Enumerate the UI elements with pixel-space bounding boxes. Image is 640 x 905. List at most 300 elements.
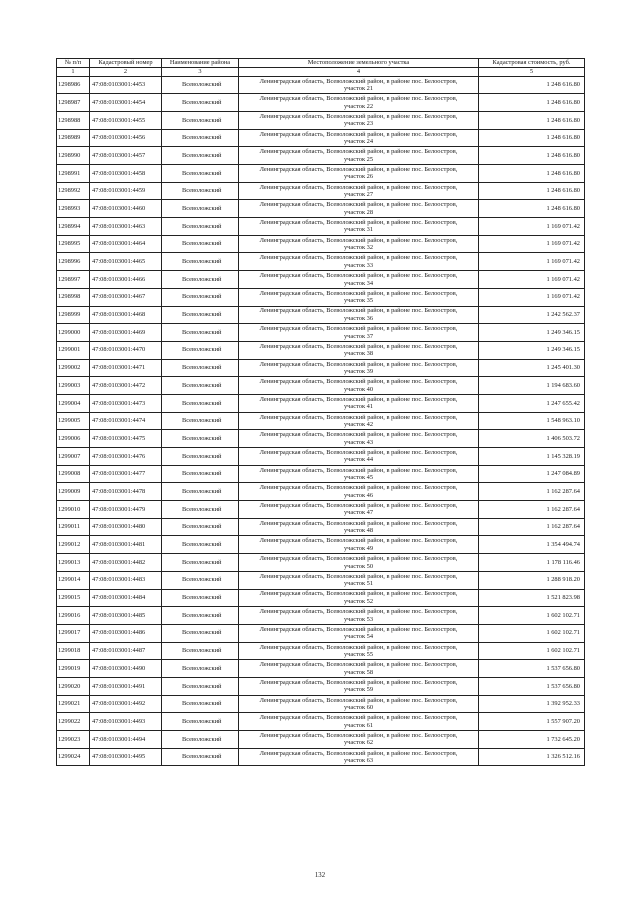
- location-cell: [239, 147, 479, 165]
- table-row: [57, 483, 585, 501]
- location-cell: [239, 324, 479, 342]
- location-text: Ленинградская область, Всеволожский район, в районе пос. Белоостров,: [259, 360, 458, 368]
- district-name: Всеволожский: [162, 624, 239, 642]
- row-number: 1299006: [57, 430, 90, 448]
- cadastral-value: 1 247 084.89: [479, 465, 585, 483]
- location-text: Ленинградская область, Всеволожский район, в районе пос. Белоостров,: [259, 307, 458, 315]
- location-text: Ленинградская область, Всеволожский район, в районе пос. Белоостров,: [259, 413, 458, 421]
- table-row: [57, 677, 585, 695]
- plot-number: участок 55: [343, 650, 374, 658]
- plot-number: участок 39: [343, 367, 374, 375]
- row-number: 1299022: [57, 713, 90, 731]
- table-row: [57, 536, 585, 554]
- cadastral-number: 47:08:0103001:4459: [90, 182, 162, 200]
- district-name: Всеволожский: [162, 518, 239, 536]
- cadastral-value: 1 169 071.42: [479, 235, 585, 253]
- location-cell: [239, 448, 479, 466]
- row-number: 1299020: [57, 677, 90, 695]
- location-text: Ленинградская область, Всеволожский район, в районе пос. Белоостров,: [259, 272, 458, 280]
- location-cell: [239, 465, 479, 483]
- cadastral-value: 1 557 907.20: [479, 713, 585, 731]
- row-number: 1299007: [57, 448, 90, 466]
- cadastral-number: 47:08:0103001:4485: [90, 607, 162, 625]
- cadastral-number: 47:08:0103001:4492: [90, 695, 162, 713]
- cadastral-number: 47:08:0103001:4471: [90, 359, 162, 377]
- plot-number: участок 21: [343, 84, 374, 92]
- plot-number: участок 40: [343, 385, 374, 393]
- location-cell: [239, 76, 479, 94]
- district-name: Всеволожский: [162, 748, 239, 766]
- cadastral-number: 47:08:0103001:4493: [90, 713, 162, 731]
- district-name: Всеволожский: [162, 218, 239, 236]
- row-number: 1299009: [57, 483, 90, 501]
- district-name: Всеволожский: [162, 642, 239, 660]
- row-number: 1299015: [57, 589, 90, 607]
- cadastral-value: 1 248 616.80: [479, 147, 585, 165]
- cadastral-number: 47:08:0103001:4479: [90, 501, 162, 519]
- location-text: Ленинградская область, Всеволожский район, в районе пос. Белоостров,: [259, 696, 458, 704]
- row-number: 1298996: [57, 253, 90, 271]
- plot-number: участок 26: [343, 173, 374, 181]
- location-text: Ленинградская область, Всеволожский район, в районе пос. Белоостров,: [259, 148, 458, 156]
- cadastral-number: 47:08:0103001:4474: [90, 412, 162, 430]
- table-row: [57, 271, 585, 289]
- table-row: [57, 571, 585, 589]
- row-number: 1299021: [57, 695, 90, 713]
- table-row: [57, 377, 585, 395]
- location-cell: [239, 341, 479, 359]
- plot-number: участок 33: [343, 261, 374, 269]
- cadastral-number: 47:08:0103001:4463: [90, 218, 162, 236]
- cadastral-value: 1 248 616.80: [479, 76, 585, 94]
- cadastral-value: 1 521 823.98: [479, 589, 585, 607]
- location-cell: [239, 94, 479, 112]
- row-number: 1298995: [57, 235, 90, 253]
- location-text: Ленинградская область, Всеволожский район, в районе пос. Белоостров,: [259, 112, 458, 120]
- row-number: 1299010: [57, 501, 90, 519]
- location-text: Ленинградская область, Всеволожский район, в районе пос. Белоостров,: [259, 201, 458, 209]
- cadastral-number: 47:08:0103001:4453: [90, 76, 162, 94]
- cadastral-value: 1 602 102.71: [479, 624, 585, 642]
- location-text: Ленинградская область, Всеволожский район, в районе пос. Белоостров,: [259, 254, 458, 262]
- cadastral-number: 47:08:0103001:4455: [90, 111, 162, 129]
- row-number: 1298992: [57, 182, 90, 200]
- table-row: [57, 165, 585, 183]
- location-text: Ленинградская область, Всеволожский район, в районе пос. Белоостров,: [259, 714, 458, 722]
- cadastral-number: 47:08:0103001:4487: [90, 642, 162, 660]
- location-cell: [239, 589, 479, 607]
- row-number: 1299019: [57, 660, 90, 678]
- location-text: Ленинградская область, Всеволожский район, в районе пос. Белоостров,: [259, 395, 458, 403]
- location-cell: [239, 412, 479, 430]
- plot-number: участок 47: [343, 509, 374, 517]
- column-number: 5: [479, 68, 585, 77]
- cadastral-value: 1 194 683.60: [479, 377, 585, 395]
- plot-number: участок 53: [343, 615, 374, 623]
- row-number: 1298987: [57, 94, 90, 112]
- district-name: Всеволожский: [162, 253, 239, 271]
- cadastral-number: 47:08:0103001:4473: [90, 394, 162, 412]
- location-cell: [239, 501, 479, 519]
- cadastral-value: 1 392 952.33: [479, 695, 585, 713]
- district-name: Всеволожский: [162, 111, 239, 129]
- cadastral-value: 1 162 287.64: [479, 483, 585, 501]
- location-text: Ленинградская область, Всеволожский район, в районе пос. Белоостров,: [259, 555, 458, 563]
- table-row: [57, 147, 585, 165]
- row-number: 1299008: [57, 465, 90, 483]
- plot-number: участок 49: [343, 544, 374, 552]
- location-cell: [239, 483, 479, 501]
- plot-number: участок 48: [343, 527, 374, 535]
- district-name: Всеволожский: [162, 182, 239, 200]
- location-cell: [239, 200, 479, 218]
- location-text: Ленинградская область, Всеволожский район, в районе пос. Белоостров,: [259, 95, 458, 103]
- cadastral-value: 1 354 494.74: [479, 536, 585, 554]
- location-cell: [239, 571, 479, 589]
- header-cadastral-number: Кадастровый номер: [90, 59, 162, 68]
- cadastral-number: 47:08:0103001:4457: [90, 147, 162, 165]
- cadastral-value: 1 162 287.64: [479, 501, 585, 519]
- location-cell: [239, 111, 479, 129]
- location-text: Ленинградская область, Всеволожский район, в районе пос. Белоостров,: [259, 643, 458, 651]
- cadastral-value: 1 602 102.71: [479, 642, 585, 660]
- row-number: 1298997: [57, 271, 90, 289]
- cadastral-value: 1 169 071.42: [479, 271, 585, 289]
- location-cell: [239, 677, 479, 695]
- row-number: 1298988: [57, 111, 90, 129]
- location-cell: [239, 129, 479, 147]
- district-name: Всеволожский: [162, 713, 239, 731]
- district-name: Всеволожский: [162, 147, 239, 165]
- location-cell: [239, 359, 479, 377]
- row-number: 1299024: [57, 748, 90, 766]
- plot-number: участок 37: [343, 332, 374, 340]
- district-name: Всеволожский: [162, 235, 239, 253]
- district-name: Всеволожский: [162, 660, 239, 678]
- cadastral-number: 47:08:0103001:4465: [90, 253, 162, 271]
- district-name: Всеволожский: [162, 377, 239, 395]
- cadastral-value: 1 169 071.42: [479, 218, 585, 236]
- location-cell: [239, 182, 479, 200]
- cadastral-value: 1 732 645.20: [479, 731, 585, 749]
- location-cell: [239, 271, 479, 289]
- cadastral-number: 47:08:0103001:4454: [90, 94, 162, 112]
- location-text: Ленинградская область, Всеволожский район, в районе пос. Белоостров,: [259, 466, 458, 474]
- location-text: Ленинградская область, Всеволожский район, в районе пос. Белоостров,: [259, 519, 458, 527]
- plot-number: участок 27: [343, 191, 374, 199]
- table-row: [57, 253, 585, 271]
- table-header-row: [57, 59, 585, 68]
- district-name: Всеволожский: [162, 165, 239, 183]
- location-cell: [239, 165, 479, 183]
- row-number: 1299016: [57, 607, 90, 625]
- cadastral-value: 1 326 512.16: [479, 748, 585, 766]
- location-cell: [239, 642, 479, 660]
- cadastral-number: 47:08:0103001:4494: [90, 731, 162, 749]
- table-row: [57, 589, 585, 607]
- header-cadastral-value: Кадастровая стоимость, руб.: [479, 59, 585, 68]
- district-name: Всеволожский: [162, 536, 239, 554]
- plot-number: участок 62: [343, 739, 374, 747]
- table-row: [57, 341, 585, 359]
- location-text: Ленинградская область, Всеволожский район, в районе пос. Белоостров,: [259, 431, 458, 439]
- district-name: Всеволожский: [162, 677, 239, 695]
- cadastral-value: 1 145 328.19: [479, 448, 585, 466]
- cadastral-value: 1 537 656.80: [479, 677, 585, 695]
- row-number: 1298993: [57, 200, 90, 218]
- cadastral-value: 1 249 346.15: [479, 324, 585, 342]
- location-text: Ленинградская область, Всеволожский район, в районе пос. Белоостров,: [259, 342, 458, 350]
- cadastral-value: 1 249 346.15: [479, 341, 585, 359]
- table-row: [57, 695, 585, 713]
- table-row: [57, 94, 585, 112]
- location-text: Ленинградская область, Всеволожский район, в районе пос. Белоостров,: [259, 625, 458, 633]
- location-text: Ленинградская область, Всеволожский район, в районе пос. Белоостров,: [259, 731, 458, 739]
- cadastral-value: 1 248 616.80: [479, 129, 585, 147]
- table-row: [57, 501, 585, 519]
- row-number: 1298991: [57, 165, 90, 183]
- plot-number: участок 36: [343, 314, 374, 322]
- header-district: Наименование района: [162, 59, 239, 68]
- district-name: Всеволожский: [162, 271, 239, 289]
- district-name: Всеволожский: [162, 589, 239, 607]
- location-text: Ленинградская область, Всеволожский район, в районе пос. Белоостров,: [259, 678, 458, 686]
- plot-number: участок 31: [343, 226, 374, 234]
- cadastral-number: 47:08:0103001:4477: [90, 465, 162, 483]
- plot-number: участок 32: [343, 244, 374, 252]
- location-text: Ленинградская область, Всеволожский район, в районе пос. Белоостров,: [259, 572, 458, 580]
- district-name: Всеволожский: [162, 430, 239, 448]
- plot-number: участок 43: [343, 438, 374, 446]
- row-number: 1299005: [57, 412, 90, 430]
- district-name: Всеволожский: [162, 341, 239, 359]
- cadastral-number: 47:08:0103001:4470: [90, 341, 162, 359]
- row-number: 1298989: [57, 129, 90, 147]
- cadastral-value: 1 169 071.42: [479, 253, 585, 271]
- cadastral-number: 47:08:0103001:4467: [90, 288, 162, 306]
- location-cell: [239, 748, 479, 766]
- row-number: 1299001: [57, 341, 90, 359]
- cadastral-number: 47:08:0103001:4476: [90, 448, 162, 466]
- plot-number: участок 52: [343, 597, 374, 605]
- cadastral-value: 1 537 656.80: [479, 660, 585, 678]
- plot-number: участок 41: [343, 403, 374, 411]
- table-row: [57, 394, 585, 412]
- cadastral-value: 1 248 616.80: [479, 200, 585, 218]
- column-number: 1: [57, 68, 90, 77]
- cadastral-value: 1 248 616.80: [479, 94, 585, 112]
- cadastral-value: 1 242 562.37: [479, 306, 585, 324]
- table-row: [57, 642, 585, 660]
- plot-number: участок 61: [343, 721, 374, 729]
- district-name: Всеволожский: [162, 501, 239, 519]
- row-number: 1299011: [57, 518, 90, 536]
- table-row: [57, 465, 585, 483]
- plot-number: участок 51: [343, 580, 374, 588]
- location-cell: [239, 430, 479, 448]
- row-number: 1299004: [57, 394, 90, 412]
- plot-number: участок 38: [343, 350, 374, 358]
- location-text: Ленинградская область, Всеволожский район, в районе пос. Белоостров,: [259, 183, 458, 191]
- column-number: 3: [162, 68, 239, 77]
- cadastral-number: 47:08:0103001:4480: [90, 518, 162, 536]
- header-number: № п/п: [57, 59, 90, 68]
- plot-number: участок 45: [343, 474, 374, 482]
- column-number: 2: [90, 68, 162, 77]
- cadastral-number: 47:08:0103001:4490: [90, 660, 162, 678]
- cadastral-number: 47:08:0103001:4483: [90, 571, 162, 589]
- location-cell: [239, 554, 479, 572]
- cadastral-number: 47:08:0103001:4472: [90, 377, 162, 395]
- plot-number: участок 60: [343, 704, 374, 711]
- location-cell: [239, 394, 479, 412]
- table-row: [57, 748, 585, 766]
- row-number: 1299013: [57, 554, 90, 572]
- row-number: 1299012: [57, 536, 90, 554]
- table-row: [57, 713, 585, 731]
- district-name: Всеволожский: [162, 94, 239, 112]
- cadastral-number: 47:08:0103001:4475: [90, 430, 162, 448]
- cadastral-value: 1 602 102.71: [479, 607, 585, 625]
- table-row: [57, 306, 585, 324]
- cadastral-number: 47:08:0103001:4484: [90, 589, 162, 607]
- table-row: [57, 660, 585, 678]
- cadastral-value: 1 248 616.80: [479, 111, 585, 129]
- district-name: Всеволожский: [162, 129, 239, 147]
- page-number: 132: [314, 872, 326, 879]
- cadastral-value: 1 245 401.30: [479, 359, 585, 377]
- location-text: Ленинградская область, Всеволожский район, в районе пос. Белоостров,: [259, 448, 458, 456]
- table-row: [57, 430, 585, 448]
- row-number: 1298990: [57, 147, 90, 165]
- location-text: Ленинградская область, Всеволожский район, в районе пос. Белоостров,: [259, 484, 458, 492]
- district-name: Всеволожский: [162, 695, 239, 713]
- location-cell: [239, 235, 479, 253]
- plot-number: участок 42: [343, 421, 374, 428]
- cadastral-value: 1 548 963.10: [479, 412, 585, 430]
- cadastral-value: 1 162 287.64: [479, 518, 585, 536]
- table-row: [57, 235, 585, 253]
- plot-number: участок 59: [343, 686, 374, 694]
- table-row: [57, 554, 585, 572]
- cadastral-number: 47:08:0103001:4466: [90, 271, 162, 289]
- location-cell: [239, 288, 479, 306]
- location-cell: [239, 624, 479, 642]
- district-name: Всеволожский: [162, 483, 239, 501]
- row-number: 1299003: [57, 377, 90, 395]
- row-number: 1298999: [57, 306, 90, 324]
- location-text: Ленинградская область, Всеволожский район, в районе пос. Белоостров,: [259, 537, 458, 545]
- cadastral-value-table: [56, 58, 585, 766]
- row-number: 1299017: [57, 624, 90, 642]
- location-cell: [239, 607, 479, 625]
- table-row: [57, 731, 585, 749]
- cadastral-number: 47:08:0103001:4464: [90, 235, 162, 253]
- location-cell: [239, 253, 479, 271]
- cadastral-value: 1 248 616.80: [479, 182, 585, 200]
- table-body: [57, 76, 585, 766]
- plot-number: участок 63: [343, 757, 374, 765]
- location-text: Ленинградская область, Всеволожский район, в районе пос. Белоостров,: [259, 219, 458, 227]
- cadastral-value: 1 169 071.42: [479, 288, 585, 306]
- cadastral-number: 47:08:0103001:4486: [90, 624, 162, 642]
- document-page: [56, 58, 584, 766]
- table-row: [57, 288, 585, 306]
- row-number: 1298994: [57, 218, 90, 236]
- plot-number: участок 35: [343, 297, 374, 305]
- row-number: 1299000: [57, 324, 90, 342]
- table-row: [57, 624, 585, 642]
- location-text: Ленинградская область, Всеволожский район, в районе пос. Белоостров,: [259, 749, 458, 757]
- plot-number: участок 34: [343, 279, 374, 287]
- cadastral-number: 47:08:0103001:4481: [90, 536, 162, 554]
- cadastral-number: 47:08:0103001:4482: [90, 554, 162, 572]
- location-cell: [239, 713, 479, 731]
- plot-number: участок 50: [343, 562, 374, 570]
- location-text: Ленинградская область, Всеволожский район, в районе пос. Белоостров,: [259, 289, 458, 297]
- header-location: Местоположение земельного участка: [239, 59, 479, 68]
- cadastral-number: 47:08:0103001:4469: [90, 324, 162, 342]
- cadastral-number: 47:08:0103001:4491: [90, 677, 162, 695]
- location-cell: [239, 518, 479, 536]
- location-text: Ленинградская область, Всеволожский район, в районе пос. Белоостров,: [259, 590, 458, 598]
- district-name: Всеволожский: [162, 465, 239, 483]
- cadastral-value: 1 248 616.80: [479, 165, 585, 183]
- location-text: Ленинградская область, Всеволожский район, в районе пос. Белоостров,: [259, 236, 458, 244]
- location-text: Ленинградская область, Всеволожский район, в районе пос. Белоостров,: [259, 325, 458, 333]
- cadastral-number: 47:08:0103001:4468: [90, 306, 162, 324]
- district-name: Всеволожский: [162, 412, 239, 430]
- location-text: Ленинградская область, Всеволожский район, в районе пос. Белоостров,: [259, 378, 458, 386]
- cadastral-number: 47:08:0103001:4458: [90, 165, 162, 183]
- location-cell: [239, 218, 479, 236]
- district-name: Всеволожский: [162, 200, 239, 218]
- cadastral-value: 1 406 503.72: [479, 430, 585, 448]
- plot-number: участок 58: [343, 668, 374, 676]
- table-row: [57, 76, 585, 94]
- location-cell: [239, 660, 479, 678]
- location-text: Ленинградская область, Всеволожский район, в районе пос. Белоостров,: [259, 661, 458, 669]
- cadastral-value: 1 288 918.20: [479, 571, 585, 589]
- row-number: 1299023: [57, 731, 90, 749]
- location-cell: [239, 306, 479, 324]
- location-text: Ленинградская область, Всеволожский район, в районе пос. Белоостров,: [259, 77, 458, 85]
- column-number-row: [57, 68, 585, 77]
- district-name: Всеволожский: [162, 571, 239, 589]
- cadastral-number: 47:08:0103001:4456: [90, 129, 162, 147]
- location-cell: [239, 731, 479, 749]
- cadastral-number: 47:08:0103001:4478: [90, 483, 162, 501]
- cadastral-number: 47:08:0103001:4460: [90, 200, 162, 218]
- location-text: Ленинградская область, Всеволожский район, в районе пос. Белоостров,: [259, 502, 458, 510]
- row-number: 1299014: [57, 571, 90, 589]
- row-number: 1298998: [57, 288, 90, 306]
- table-row: [57, 129, 585, 147]
- table-row: [57, 448, 585, 466]
- district-name: Всеволожский: [162, 731, 239, 749]
- district-name: Всеволожский: [162, 76, 239, 94]
- plot-number: участок 46: [343, 491, 374, 499]
- district-name: Всеволожский: [162, 394, 239, 412]
- plot-number: участок 24: [343, 138, 374, 145]
- cadastral-number: 47:08:0103001:4495: [90, 748, 162, 766]
- plot-number: участок 28: [343, 208, 374, 216]
- district-name: Всеволожский: [162, 448, 239, 466]
- table-row: [57, 324, 585, 342]
- column-number: 4: [239, 68, 479, 77]
- row-number: 1299002: [57, 359, 90, 377]
- district-name: Всеволожский: [162, 359, 239, 377]
